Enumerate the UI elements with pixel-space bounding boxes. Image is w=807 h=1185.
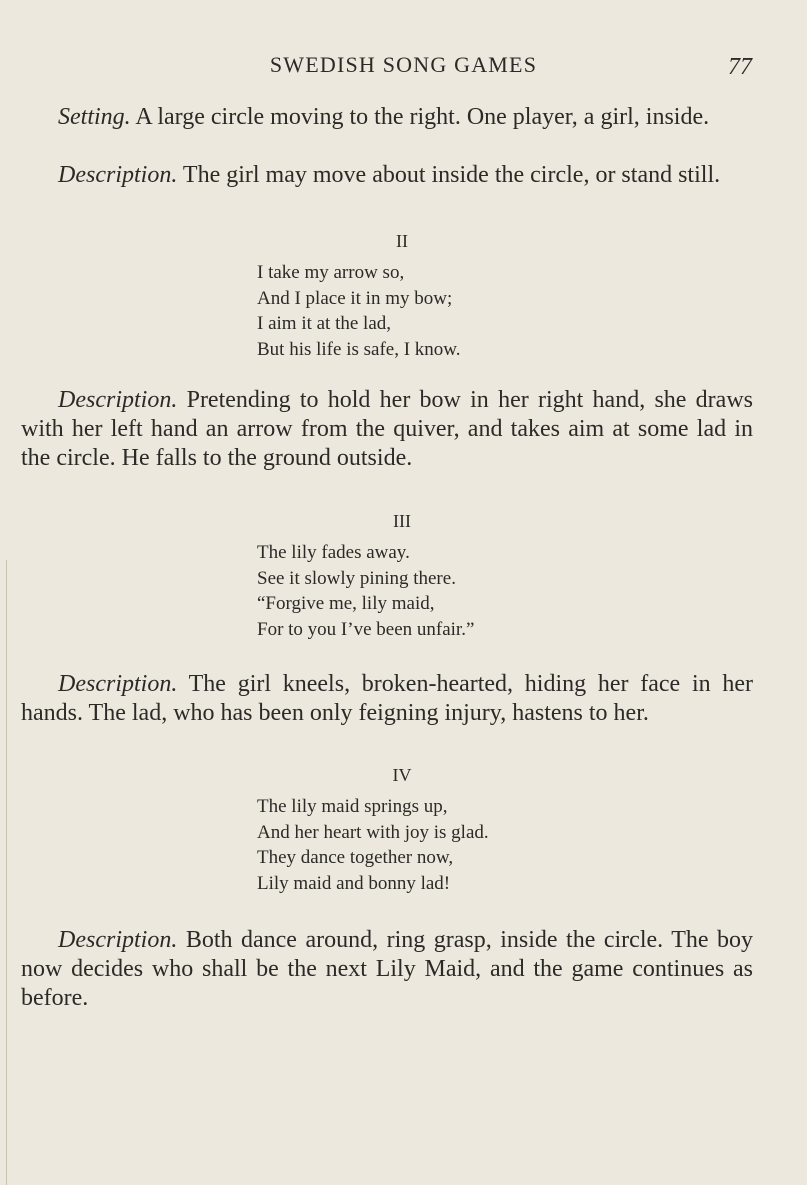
verse-line: For to you I’ve been unfair.” [257, 618, 475, 640]
stanza-lines [257, 540, 474, 642]
verse-line: I aim it at the lad, [257, 313, 392, 334]
stanza-numeral: II [396, 231, 408, 251]
verse-line: See it slowly pining there. [257, 567, 456, 589]
description-paragraph [21, 386, 753, 473]
paragraph-lead: Setting. [58, 104, 131, 130]
verse-line: The lily fades away. [257, 542, 410, 563]
description-paragraph [21, 926, 753, 1013]
stanza-numeral: IV [392, 765, 412, 785]
paragraph-text: A large circle moving to the right. One player, a girl, inside. [135, 104, 710, 130]
verse-line: I take my arrow so, [257, 262, 405, 283]
paragraph-text: The girl may move about inside the circle, or stand still. [182, 162, 721, 188]
paragraph-lead: Description. [58, 162, 178, 188]
description-paragraph [21, 161, 753, 190]
page-header [0, 52, 807, 92]
verse-line: And I place it in my bow; [257, 287, 453, 309]
paragraph-lead: Description. [58, 927, 178, 953]
verse-line: “Forgive me, lily maid, [257, 593, 435, 614]
paragraph-lead: Description. [58, 671, 178, 697]
verse-line: They dance together now, [257, 847, 454, 868]
paragraph-lead: Description. [58, 387, 178, 413]
verse-line: Lily maid and bonny lad! [257, 872, 451, 894]
running-title: SWEDISH SONG GAMES [269, 52, 538, 77]
paragraph-text: The girl kneels, broken-hearted, hiding her face in her hands. The lad, who has been only feigning injury, hastens to her. [21, 671, 753, 726]
paragraph-text: Both dance around, ring grasp, inside the circle. The boy now decides who shall be the next Lily Maid, and the game continues as before. [21, 927, 754, 1011]
stanza-numeral: III [393, 511, 411, 531]
setting-paragraph [21, 103, 753, 132]
stanza-lines [257, 260, 461, 362]
paragraph-text: Pretending to hold her bow in her right hand, she draws with her left hand an arrow from the quiver, and takes aim at some lad in the circle. He falls to the ground outside. [21, 387, 754, 471]
verse-line: And her heart with joy is glad. [257, 821, 489, 843]
description-paragraph [21, 670, 753, 728]
verse-line: But his life is safe, I know. [257, 338, 461, 360]
stanza-lines [257, 794, 489, 896]
verse-line: The lily maid springs up, [257, 796, 448, 817]
page-number: 77 [728, 54, 752, 80]
page-edge-shadow [6, 560, 7, 1185]
